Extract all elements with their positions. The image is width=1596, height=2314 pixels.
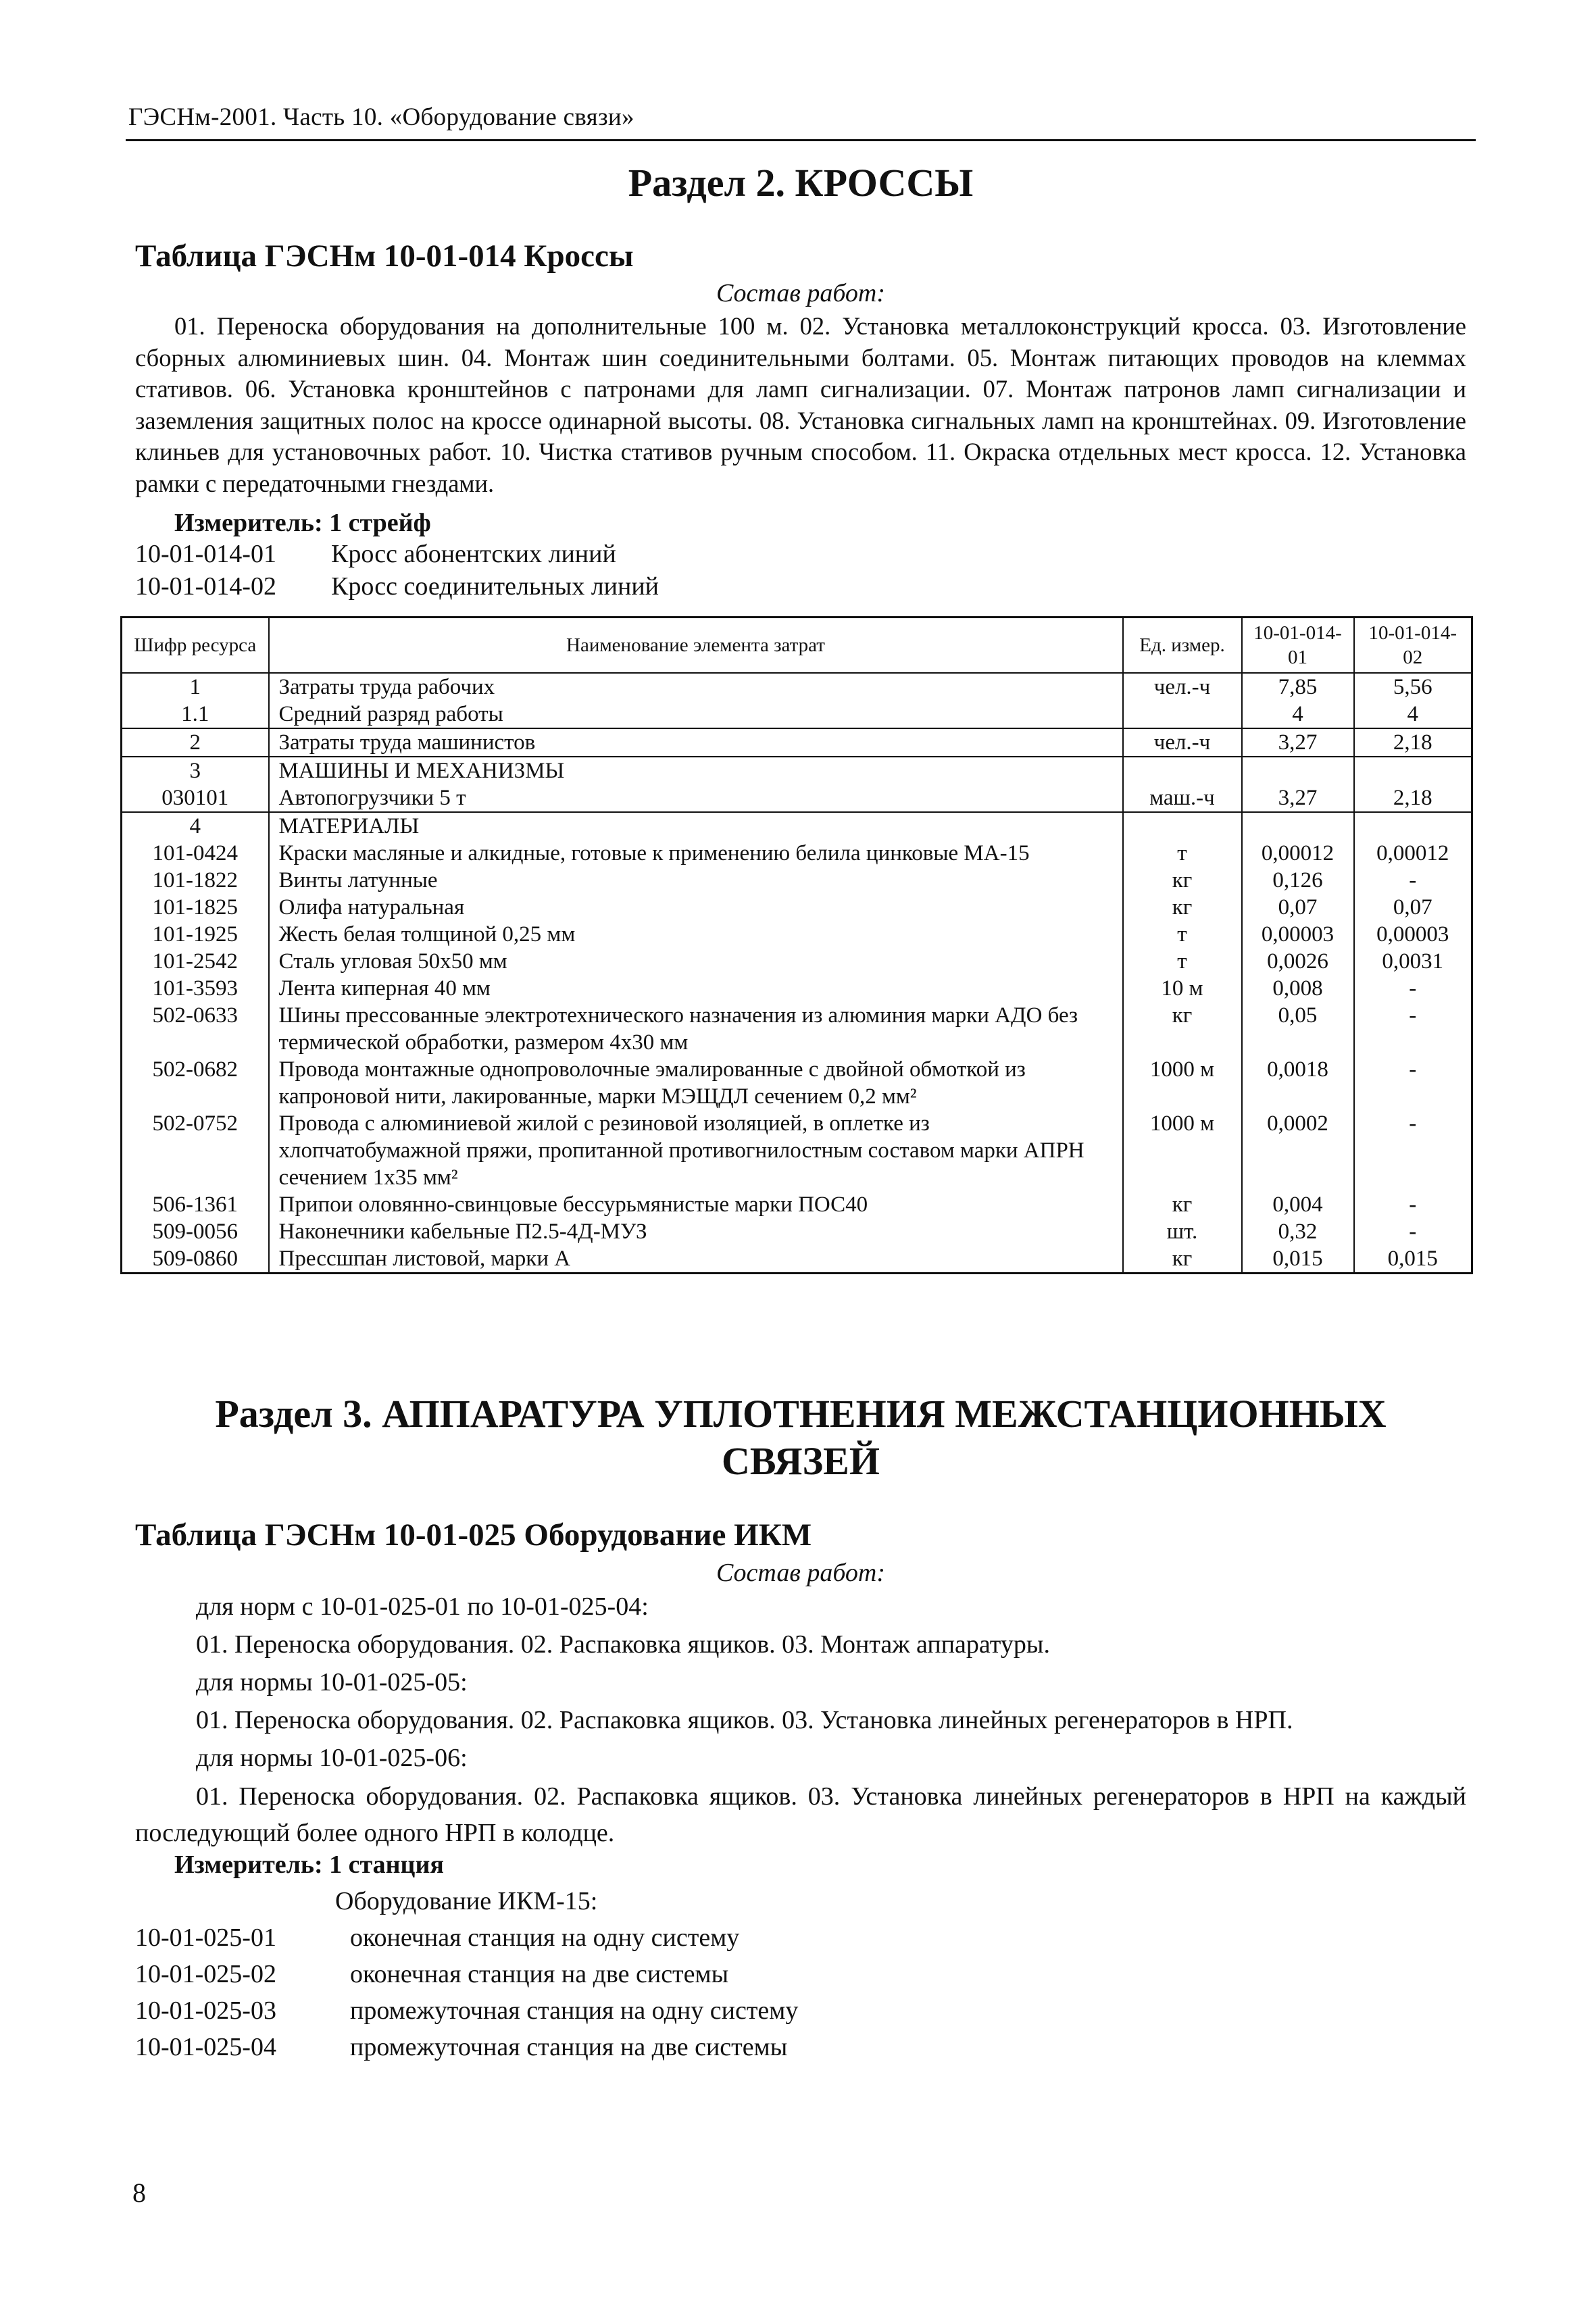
norm-name: промежуточная станция на две системы [350,2033,788,2061]
cell-value-2: 5,56 [1354,673,1472,701]
table-row [122,1002,1472,1056]
norm-code: 10-01-025-01 [135,1923,276,1952]
cell-value-2: - [1354,1218,1472,1245]
cell-code: 506-1361 [122,1191,269,1218]
cell-value-1: 3,27 [1242,728,1354,757]
norm-name: оконечная станция на одну систему [350,1923,740,1952]
cell-unit: 10 м [1123,975,1242,1002]
resource-table [120,616,1473,1274]
table-row [122,975,1472,1002]
work-line-3: 01. Переноска оборудования. 02. Распаковка ящиков. 03. Установка линейных регенераторов в НРП на каждый последующий более одного НРП в колодце. [135,1782,1466,1847]
cell-unit: шт. [1123,1218,1242,1245]
cell-code: 101-1825 [122,894,269,921]
cell-name: Провода с алюминиевой жилой с резиновой изоляцией, в оплетке из хлопчатобумажной пряжи, пропитанной противогнилостным составом марки АПРН сечением 1х35 мм² [269,1110,1123,1191]
section-3-measure: Измеритель: 1 станция [174,1851,444,1879]
section-3-title-line-1: Раздел 3. АППАРАТУРА УПЛОТНЕНИЯ МЕЖСТАНЦИОННЫХ [215,1392,1387,1436]
norm-code: 10-01-025-04 [135,2033,276,2061]
cell-value-2: - [1354,1110,1472,1191]
cell-value-2: 0,07 [1354,894,1472,921]
cell-value-1: 0,0026 [1242,948,1354,975]
cell-value-1: 4 [1242,701,1354,728]
cell-code: 3 [122,757,269,784]
cell-name: Лента киперная 40 мм [269,975,1123,1002]
cell-unit: кг [1123,894,1242,921]
cell-value-2: - [1354,867,1472,894]
scope-line-3: для нормы 10-01-025-06: [196,1744,468,1772]
cell-code: 101-1822 [122,867,269,894]
cell-name: Средний разряд работы [269,701,1123,728]
section-2-table-title: Таблица ГЭСНм 10-01-014 Кроссы [135,238,634,274]
header-code: Шифр ресурса [122,618,269,674]
table-row [122,1218,1472,1245]
cell-unit: т [1123,948,1242,975]
cell-code: 101-3593 [122,975,269,1002]
cell-name: Припои оловянно-свинцовые бессурьмянистые марки ПОС40 [269,1191,1123,1218]
cell-value-1: 0,008 [1242,975,1354,1002]
cell-code: 509-0860 [122,1245,269,1274]
cell-unit: кг [1123,1002,1242,1056]
cell-value-2: 0,015 [1354,1245,1472,1274]
cell-unit: т [1123,921,1242,948]
section-3-title-line-2: СВЯЗЕЙ [722,1439,880,1483]
cell-value-2: 2,18 [1354,784,1472,812]
norm-name: промежуточная станция на одну систему [350,1996,799,2025]
table-row [122,948,1472,975]
cell-value-1: 0,015 [1242,1245,1354,1274]
table-row [122,757,1472,784]
cell-value-2: 0,0031 [1354,948,1472,975]
cell-code: 509-0056 [122,1218,269,1245]
table-row [122,701,1472,728]
section-2-work-heading: Состав работ: [716,279,886,307]
table-row [122,867,1472,894]
cell-name: МАТЕРИАЛЫ [269,812,1123,840]
cell-name: Затраты труда машинистов [269,728,1123,757]
header-name: Наименование элемента затрат [269,618,1123,674]
cell-value-1: 0,0002 [1242,1110,1354,1191]
cell-value-1 [1242,757,1354,784]
cell-value-1 [1242,812,1354,840]
scope-line-2: для нормы 10-01-025-05: [196,1668,468,1696]
cell-value-1: 0,32 [1242,1218,1354,1245]
cell-name: Сталь угловая 50х50 мм [269,948,1123,975]
running-header: ГЭСНм-2001. Часть 10. «Оборудование связи» [128,103,634,131]
cell-unit: 1000 м [1123,1110,1242,1191]
cell-name: Наконечники кабельные П2.5-4Д-МУЗ [269,1218,1123,1245]
table-row [122,1110,1472,1191]
cell-name: Прессшпан листовой, марки А [269,1245,1123,1274]
norm-row [135,1959,946,1993]
cell-name: Шины прессованные электротехнического назначения из алюминия марки АДО без термической обработки, размером 4х30 мм [269,1002,1123,1056]
section-2-title: Раздел 2. КРОССЫ [628,161,974,205]
cell-unit: чел.-ч [1123,728,1242,757]
cell-code: 030101 [122,784,269,812]
table-row [122,812,1472,840]
table-row [122,1191,1472,1218]
cell-code: 101-0424 [122,840,269,867]
norm-row [135,1923,946,1957]
norm-row [135,1996,946,2030]
cell-name: Винты латунные [269,867,1123,894]
norm-name: Кросс соединительных линий [331,572,659,601]
table-row [122,840,1472,867]
cell-value-1: 0,00012 [1242,840,1354,867]
cell-value-1: 0,07 [1242,894,1354,921]
cell-value-2: - [1354,1002,1472,1056]
norm-code: 10-01-014-02 [135,572,276,601]
cell-code: 2 [122,728,269,757]
cell-value-2: 0,00003 [1354,921,1472,948]
cell-value-1: 0,05 [1242,1002,1354,1056]
cell-unit: чел.-ч [1123,673,1242,701]
table-row [122,673,1472,701]
header-col1: 10-01-014-01 [1242,618,1354,674]
work-line-2: 01. Переноска оборудования. 02. Распаковка ящиков. 03. Установка линейных регенераторов в НРП. [196,1706,1293,1734]
section-3-table-title: Таблица ГЭСНм 10-01-025 Оборудование ИКМ [135,1517,812,1553]
cell-value-2 [1354,812,1472,840]
scope-line-1: для норм с 10-01-025-01 по 10-01-025-04: [196,1592,649,1621]
section-2-measure: Измеритель: 1 стрейф [174,509,431,537]
cell-code: 502-0752 [122,1110,269,1191]
cell-unit: кг [1123,1245,1242,1274]
cell-code: 4 [122,812,269,840]
cell-unit [1123,757,1242,784]
cell-unit: маш.-ч [1123,784,1242,812]
cell-value-2: 2,18 [1354,728,1472,757]
norm-code: 10-01-025-02 [135,1960,276,1988]
table-row [122,921,1472,948]
table-row [122,784,1472,812]
table-row [122,728,1472,757]
cell-value-1: 0,004 [1242,1191,1354,1218]
cell-code: 101-1925 [122,921,269,948]
cell-name: Автопогрузчики 5 т [269,784,1123,812]
cell-unit: кг [1123,1191,1242,1218]
norm-row [135,539,811,570]
table-header-row [122,618,1472,674]
cell-name: Краски масляные и алкидные, готовые к применению белила цинковые МА-15 [269,840,1123,867]
table-row [122,894,1472,921]
cell-name: Провода монтажные однопроволочные эмалированные с двойной обмоткой из капроновой нити, лакированные, марки МЭЩДЛ сечением 0,2 мм² [269,1056,1123,1110]
cell-code: 502-0633 [122,1002,269,1056]
header-col2: 10-01-014-02 [1354,618,1472,674]
norm-name: Кросс абонентских линий [331,540,616,568]
cell-value-2: - [1354,975,1472,1002]
norm-code: 10-01-025-03 [135,1996,276,2025]
section-2-work-text: 01. Переноска оборудования на дополнительные 100 м. 02. Установка металлоконструкций кросса. 03. Изготовление сборных алюминиевых шин. 04. Монтаж шин соединительными болтами. 05. Монтаж питающих проводов на клеммах стативов. 06. Установка кронштейнов с патронами для ламп сигнализации. 07. Монтаж патронов ламп сигнализации и заземления защитных полос на кроссе одинарной высоты. 08. Установка сигнальных ламп на кронштейнах. 09. Изготовление клиньев для установочных работ. 10. Чистка стативов ручным способом. 11. Окраска отдельных мест кросса. 12. Установка рамки с передаточными гнездами. [135,312,1466,497]
cell-name: Жесть белая толщиной 0,25 мм [269,921,1123,948]
header-unit: Ед. измер. [1123,618,1242,674]
cell-unit: кг [1123,867,1242,894]
cell-name: Олифа натуральная [269,894,1123,921]
cell-value-1: 0,00003 [1242,921,1354,948]
section-3-work-heading: Состав работ: [716,1559,886,1587]
norm-row [135,2032,946,2066]
equipment-title: Оборудование ИКМ-15: [335,1887,598,1915]
cell-value-1: 0,126 [1242,867,1354,894]
cell-name: Затраты труда рабочих [269,673,1123,701]
cell-unit [1123,812,1242,840]
cell-value-2: 0,00012 [1354,840,1472,867]
page-number: 8 [132,2178,146,2208]
header-rule [126,139,1476,141]
cell-unit: т [1123,840,1242,867]
work-line-1: 01. Переноска оборудования. 02. Распаковка ящиков. 03. Монтаж аппаратуры. [196,1630,1050,1659]
cell-value-2 [1354,757,1472,784]
norm-code: 10-01-014-01 [135,540,276,568]
cell-unit [1123,701,1242,728]
cell-value-1: 0,0018 [1242,1056,1354,1110]
cell-value-2: 4 [1354,701,1472,728]
cell-value-1: 7,85 [1242,673,1354,701]
cell-code: 101-2542 [122,948,269,975]
table-row [122,1056,1472,1110]
cell-code: 502-0682 [122,1056,269,1110]
cell-code: 1.1 [122,701,269,728]
cell-value-2: - [1354,1056,1472,1110]
cell-unit: 1000 м [1123,1056,1242,1110]
cell-name: МАШИНЫ И МЕХАНИЗМЫ [269,757,1123,784]
table-row [122,1245,1472,1274]
cell-value-2: - [1354,1191,1472,1218]
norm-name: оконечная станция на две системы [350,1960,729,1988]
norm-row [135,572,811,603]
cell-code: 1 [122,673,269,701]
cell-value-1: 3,27 [1242,784,1354,812]
